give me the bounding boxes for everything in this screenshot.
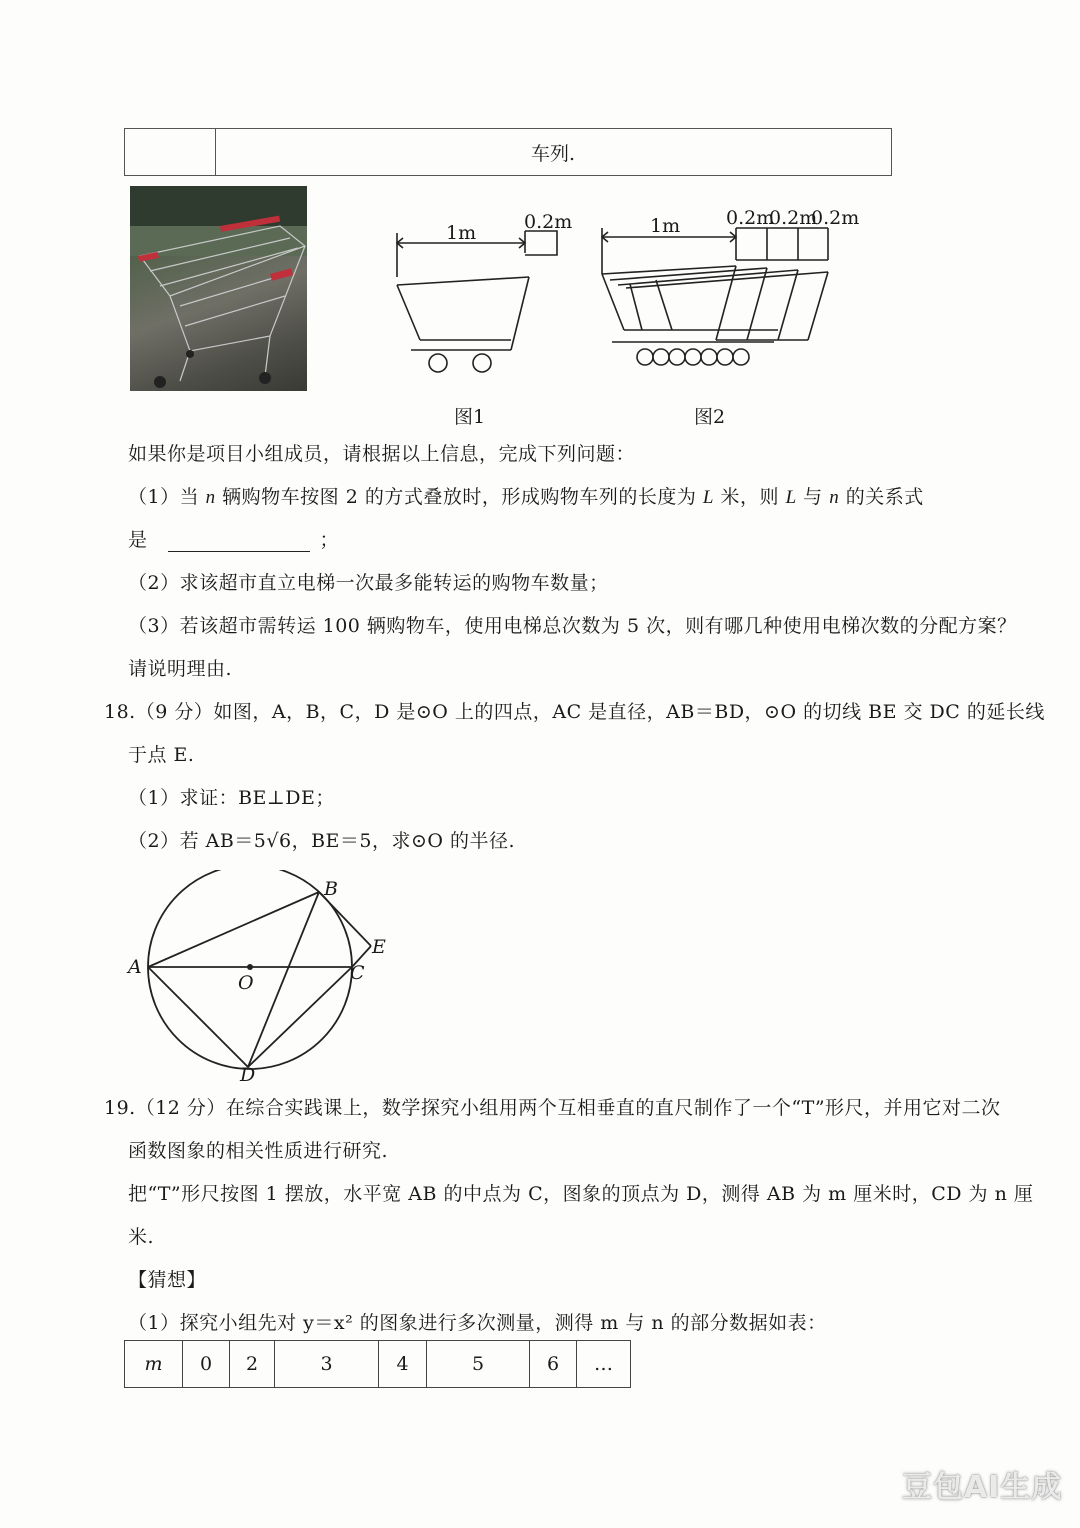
fig1-dim-main: 1m — [446, 222, 477, 244]
answer-blank — [168, 533, 310, 552]
q17-part1-line1: （1）当 n 辆购物车按图 2 的方式叠放时，形成购物车列的长度为 L 米，则 L 与 n 的关系式 — [128, 486, 924, 508]
q19-heading-cont: 函数图象的相关性质进行研究. — [128, 1140, 389, 1162]
table-cell: 6 — [530, 1341, 577, 1388]
point-label-B: B — [324, 878, 338, 900]
q19-line4: 米. — [128, 1226, 155, 1248]
table-cell: m — [125, 1341, 183, 1388]
table-cell: … — [577, 1341, 631, 1388]
watermark: 豆包AI生成 — [902, 1470, 1063, 1505]
q17-part1-line2: 是 ； — [128, 529, 340, 551]
table-cell: 0 — [183, 1341, 230, 1388]
fig2-dim-extra-1: 0.2m — [726, 207, 775, 229]
q18-part2: （2）若 AB＝5√6，BE＝5，求⊙O 的半径. — [128, 830, 516, 852]
q18-part1: （1）求证：BE⊥DE； — [128, 787, 335, 809]
q17-part2: （2）求该超市直立电梯一次最多能转运的购物车数量； — [128, 572, 609, 594]
q18-heading: 18.（9 分）如图，A，B，C，D 是⊙O 上的四点，AC 是直径，AB＝BD，⊙O 的切线 BE 交 DC 的延长线 — [104, 701, 1045, 723]
table-cell: 5 — [427, 1341, 530, 1388]
shopping-cart-photo — [130, 186, 307, 391]
fig2-dim-extra-2: 0.2m — [769, 207, 818, 229]
point-label-C: C — [350, 962, 365, 984]
fig1-dim-extra: 0.2m — [524, 211, 573, 233]
top-table — [124, 128, 892, 176]
q17-part3-cont: 请说明理由. — [128, 658, 233, 680]
point-label-A: A — [128, 956, 142, 978]
fig2-caption: 图2 — [694, 406, 726, 428]
point-label-O: O — [238, 972, 254, 994]
table-cell: 4 — [379, 1341, 427, 1388]
q19-line3: 把“T”形尺按图 1 摆放，水平宽 AB 的中点为 C，图象的顶点为 D，测得 AB 为 m 厘米时，CD 为 n 厘 — [128, 1183, 1034, 1205]
table-cell: 2 — [230, 1341, 275, 1388]
table-row — [125, 1341, 631, 1388]
table-cell: 3 — [275, 1341, 379, 1388]
m-n-data-table — [124, 1340, 631, 1388]
q19-heading: 19.（12 分）在综合实践课上，数学探究小组用两个互相垂直的直尺制作了一个“T”形尺，并用它对二次 — [104, 1097, 1001, 1119]
point-label-D: D — [240, 1064, 256, 1086]
fig2-dim-extra-3: 0.2m — [811, 207, 860, 229]
point-label-E: E — [372, 936, 386, 958]
fig2-dim-main: 1m — [650, 215, 681, 237]
q17-part3: （3）若该超市需转运 100 辆购物车，使用电梯总次数为 5 次，则有哪几种使用电梯次数的分配方案？ — [128, 615, 1017, 637]
top-table-text-cell: 车列. — [530, 142, 576, 165]
guess-heading: 【猜想】 — [128, 1269, 207, 1291]
q18-heading-cont: 于点 E. — [128, 744, 195, 766]
fig1-caption: 图1 — [454, 406, 486, 428]
intro-text: 如果你是项目小组成员，请根据以上信息，完成下列问题： — [128, 443, 636, 465]
q19-part1: （1）探究小组先对 y＝x² 的图象进行多次测量，测得 m 与 n 的部分数据如表： — [128, 1312, 827, 1334]
top-table-empty-cell — [125, 129, 216, 175]
